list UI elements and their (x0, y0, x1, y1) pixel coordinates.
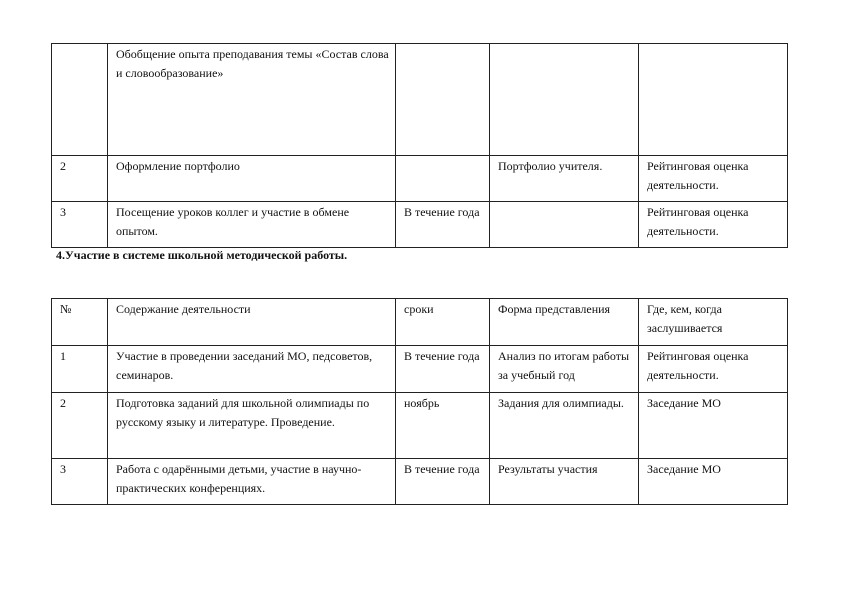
cell-deadline: В течение года (396, 202, 490, 248)
table-header-row (52, 299, 788, 346)
cell-activity: Посещение уроков коллег и участие в обмене опытом. (108, 202, 396, 248)
cell-form (490, 44, 639, 156)
cell-deadline: В течение года (396, 346, 490, 393)
cell-form: Портфолио учителя. (490, 156, 639, 202)
cell-deadline: В течение года (396, 459, 490, 505)
table-row (52, 393, 788, 459)
cell-form: Анализ по итогам работы за учебный год (490, 346, 639, 393)
cell-number: 2 (52, 393, 108, 459)
cell-number: 2 (52, 156, 108, 202)
cell-where: Рейтинговая оценка деятельности. (639, 156, 788, 202)
cell-where (639, 44, 788, 156)
table-row (52, 346, 788, 393)
cell-number: 3 (52, 202, 108, 248)
cell-where: Рейтинговая оценка деятельности. (639, 202, 788, 248)
cell-deadline: ноябрь (396, 393, 490, 459)
cell-activity: Участие в проведении заседаний МО, педсоветов, семинаров. (108, 346, 396, 393)
cell-number (52, 44, 108, 156)
cell-number: 3 (52, 459, 108, 505)
cell-deadline (396, 44, 490, 156)
cell-form (490, 202, 639, 248)
section-heading: 4.Участие в системе школьной методической работы. (56, 248, 348, 262)
table-row (52, 202, 788, 248)
cell-activity: Подготовка заданий для школьной олимпиады по русскому языку и литературе. Проведение. (108, 393, 396, 459)
header-number: № (52, 299, 108, 346)
cell-where: Заседание МО (639, 393, 788, 459)
cell-activity: Обобщение опыта преподавания темы «Состав слова и словообразование» (108, 44, 396, 156)
header-deadline: сроки (396, 299, 490, 346)
cell-form: Задания для олимпиады. (490, 393, 639, 459)
cell-activity: Оформление портфолио (108, 156, 396, 202)
cell-deadline (396, 156, 490, 202)
table-row (52, 459, 788, 505)
header-where: Где, кем, когда заслушивается (639, 299, 788, 346)
cell-form: Результаты участия (490, 459, 639, 505)
header-form: Форма представления (490, 299, 639, 346)
cell-where: Заседание МО (639, 459, 788, 505)
activity-table-continued (51, 43, 788, 248)
header-activity: Содержание деятельности (108, 299, 396, 346)
cell-activity: Работа с одарёнными детьми, участие в научно-практических конференциях. (108, 459, 396, 505)
school-methodical-work-table (51, 298, 788, 505)
table-row (52, 156, 788, 202)
cell-where: Рейтинговая оценка деятельности. (639, 346, 788, 393)
cell-number: 1 (52, 346, 108, 393)
table-row (52, 44, 788, 156)
